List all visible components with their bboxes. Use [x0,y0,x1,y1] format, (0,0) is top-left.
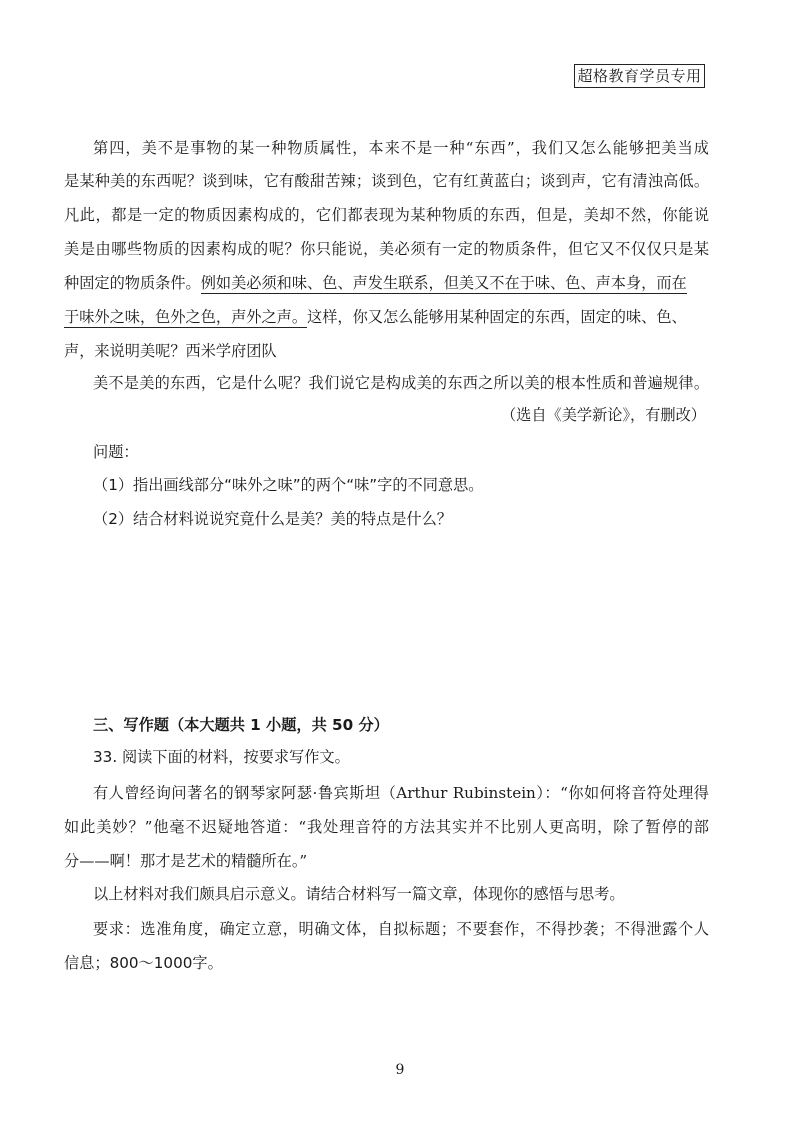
question-2: （2）结合材料说说究竟什么是美？美的特点是什么？ [93,510,452,528]
requirements-line-2: 信息；800～1000字。 [64,954,223,972]
underlined-text-1: 例如美必须和味、色、声发生联系，但美又不在于味、色、声本身，而在 [200,274,687,292]
passage-line-7: 声，来说明美呢？西米学府团队 [64,342,277,360]
section-3-title: 三、写作题（本大题共 1 小题，共 50 分） [93,716,389,734]
writing-prompt: 以上材料对我们颇具启示意义。请结合材料写一篇文章，体现你的感悟与思考。 [93,885,625,903]
question-33: 33. 阅读下面的材料，按要求写作文。 [93,748,350,766]
material-line-1: 有人曾经询问著名的钢琴家阿瑟·鲁宾斯坦（Arthur Rubinstein）：“你如何将音符处理得 [93,784,709,802]
passage-line-2: 是某种美的东西呢？谈到味，它有酸甜苦辣；谈到色，它有红黄蓝白；谈到声，它有清浊高低。 [64,172,709,190]
passage-line-4: 美是由哪些物质的因素构成的呢？你只能说，美必须有一定的物质条件，但它又不仅仅只是某 [64,240,709,258]
requirements-line-1: 要求：选准角度，确定立意，明确文体，自拟标题；不要套作，不得抄袭；不得泄露个人 [93,920,709,938]
passage-line-6 [64,306,709,328]
underlined-text-2: 于味外之味，色外之色，声外之声。 [64,308,307,326]
passage-paragraph-2: 美不是美的东西，它是什么呢？我们说它是构成美的东西之所以美的根本性质和普遍规律。 [93,374,709,392]
passage-line-5-plain: 种固定的物质条件。 [64,274,201,292]
passage-line-6-plain: 这样，你又怎么能够用某种固定的东西，固定的味、色、 [307,308,687,326]
questions-heading: 问题： [93,443,139,461]
passage-source: （选自《美学新论》，有删改） [500,406,706,424]
material-line-3: 分——啊！那才是艺术的精髓所在。” [64,852,308,870]
material-line-2: 如此美妙？”他毫不迟疑地答道：“我处理音符的方法其实并不比别人更高明，除了暂停的部 [64,818,709,836]
student-use-stamp: 超格教育学员专用 [574,64,705,88]
page-number: 9 [395,1062,405,1078]
passage-line-3: 凡此，都是一定的物质因素构成的，它们都表现为某种物质的东西，但是，美却不然，你能说 [64,206,709,224]
passage-line-5 [64,272,709,294]
question-1: （1）指出画线部分“味外之味”的两个“味”字的不同意思。 [93,476,484,494]
passage-line-1: 第四，美不是事物的某一种物质属性，本来不是一种“东西”，我们又怎么能够把美当成 [93,139,709,157]
